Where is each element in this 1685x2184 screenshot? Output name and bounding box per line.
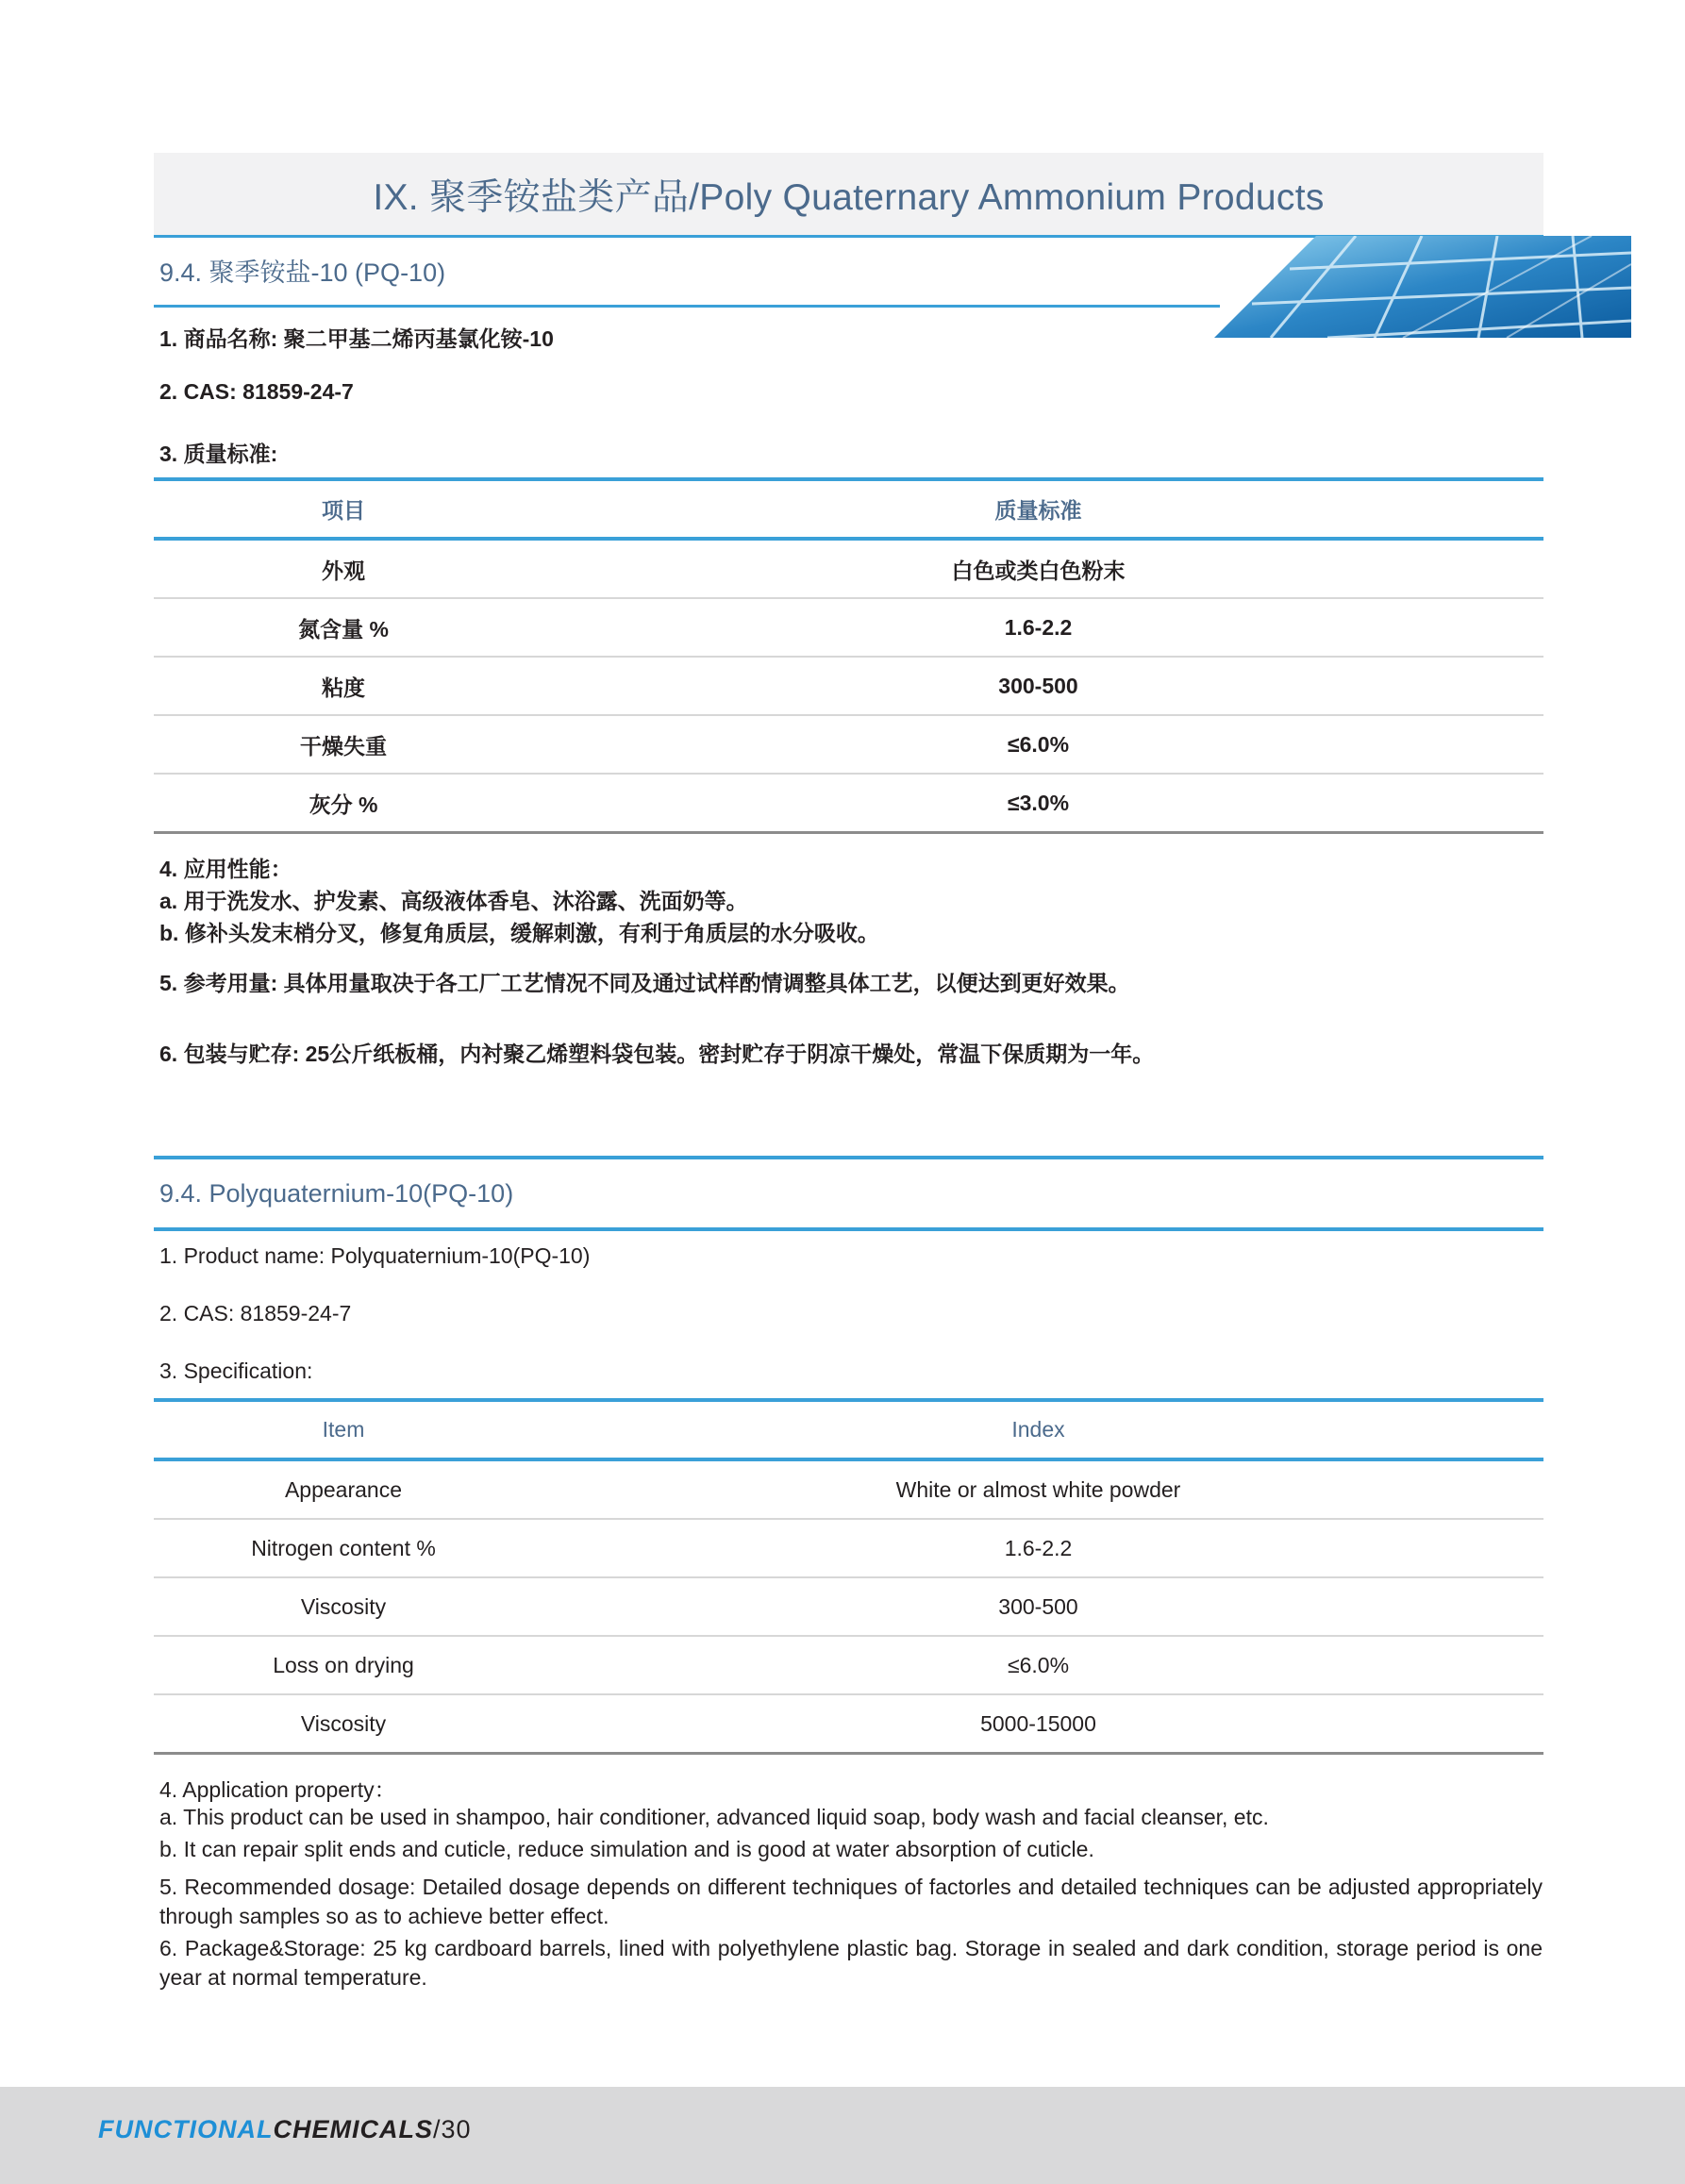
en-spec-table <box>154 1398 1543 1755</box>
table-row <box>154 657 1543 715</box>
table-row <box>154 774 1543 833</box>
cell-value: ≤3.0% <box>533 774 1543 833</box>
cn-heading-underline <box>154 305 1220 308</box>
table-row <box>154 1694 1543 1754</box>
cell-value: ≤6.0% <box>533 715 1543 774</box>
cell-value: White or almost white powder <box>533 1459 1543 1519</box>
cell-item: Loss on drying <box>154 1636 533 1694</box>
table-row <box>154 1636 1543 1694</box>
cell-item: 外观 <box>154 539 533 598</box>
cn-spec-label: 3. 质量标准: <box>159 442 278 466</box>
col-header-item: Item <box>154 1400 533 1459</box>
cell-value: 5000-15000 <box>533 1694 1543 1754</box>
cn-dosage: 5. 参考用量: 具体用量取决于各工厂工艺情况不同及通过试样酌情调整具体工艺，以便达到更好效果。 <box>159 971 1130 995</box>
en-package: 6. Package&Storage: 25 kg cardboard barrels, lined with polyethylene plastic bag. Storage in sealed and dark condition, storage period is one year at normal temperature. <box>159 1936 1543 1990</box>
cn-application-b: b. 修补头发末梢分叉，修复角质层，缓解刺激，有利于角质层的水分吸收。 <box>159 921 879 945</box>
cell-value: 1.6-2.2 <box>533 598 1543 657</box>
cn-application-title: 4. 应用性能： <box>159 857 292 881</box>
table-row <box>154 539 1543 598</box>
chapter-title: IX. 聚季铵盐类产品/Poly Quaternary Ammonium Products <box>373 176 1325 218</box>
col-header-standard: 质量标准 <box>533 479 1543 539</box>
cn-spec-table <box>154 477 1543 834</box>
cn-package: 6. 包装与贮存: 25公斤纸板桶，内衬聚乙烯塑料袋包装。密封贮存于阴凉干燥处，常温下保质期为一年。 <box>159 1042 1155 1066</box>
en-section-heading: 9.4. Polyquaternium-10(PQ-10) <box>154 1156 1543 1231</box>
footer-brand <box>98 2115 472 2144</box>
col-header-index: Index <box>533 1400 1543 1459</box>
cell-value: 白色或类白色粉末 <box>533 539 1543 598</box>
cell-value: 300-500 <box>533 657 1543 715</box>
cn-product-name: 1. 商品名称: 聚二甲基二烯丙基氯化铵-10 <box>159 326 554 351</box>
cell-item: Appearance <box>154 1459 533 1519</box>
cell-item: Viscosity <box>154 1577 533 1636</box>
table-row <box>154 1519 1543 1577</box>
en-application-title: 4. Application property： <box>159 1777 396 1802</box>
cell-item: 灰分 % <box>154 774 533 833</box>
footer-brand-functional: FUNCTIONAL <box>98 2115 274 2143</box>
cell-value: ≤6.0% <box>533 1636 1543 1694</box>
cn-cas: 2. CAS: 81859-24-7 <box>159 379 354 404</box>
footer-brand-chemicals: CHEMICALS <box>273 2115 433 2143</box>
col-header-item: 项目 <box>154 479 533 539</box>
table-header-row <box>154 1400 1543 1459</box>
cell-item: Viscosity <box>154 1694 533 1754</box>
cell-item: 干燥失重 <box>154 715 533 774</box>
page-footer <box>0 2087 1685 2184</box>
cn-section-heading: 9.4. 聚季铵盐-10 (PQ-10) <box>159 258 446 287</box>
table-row <box>154 598 1543 657</box>
cn-application-a: a. 用于洗发水、护发素、高级液体香皂、沐浴露、洗面奶等。 <box>159 889 748 913</box>
en-product-name: 1. Product name: Polyquaternium-10(PQ-10) <box>159 1243 591 1268</box>
en-cas: 2. CAS: 81859-24-7 <box>159 1301 352 1325</box>
cell-item: Nitrogen content % <box>154 1519 533 1577</box>
en-application-b: b. It can repair split ends and cuticle, reduce simulation and is good at water absorption of cuticle. <box>159 1837 1094 1861</box>
cell-value: 300-500 <box>533 1577 1543 1636</box>
cell-item: 氮含量 % <box>154 598 533 657</box>
cell-item: 粘度 <box>154 657 533 715</box>
table-row <box>154 715 1543 774</box>
table-row <box>154 1577 1543 1636</box>
page-number: /30 <box>432 2115 472 2143</box>
en-dosage: 5. Recommended dosage: Detailed dosage depends on different techniques of factorles and detailed techniques can be adjusted appropriately through samples so as to achieve better effect. <box>159 1875 1543 1928</box>
cell-value: 1.6-2.2 <box>533 1519 1543 1577</box>
en-application-a: a. This product can be used in shampoo, hair conditioner, advanced liquid soap, body wash and facial cleanser, etc. <box>159 1805 1269 1829</box>
table-row <box>154 1459 1543 1519</box>
table-header-row <box>154 479 1543 539</box>
chapter-header <box>154 153 1543 238</box>
en-spec-label: 3. Specification: <box>159 1359 313 1383</box>
